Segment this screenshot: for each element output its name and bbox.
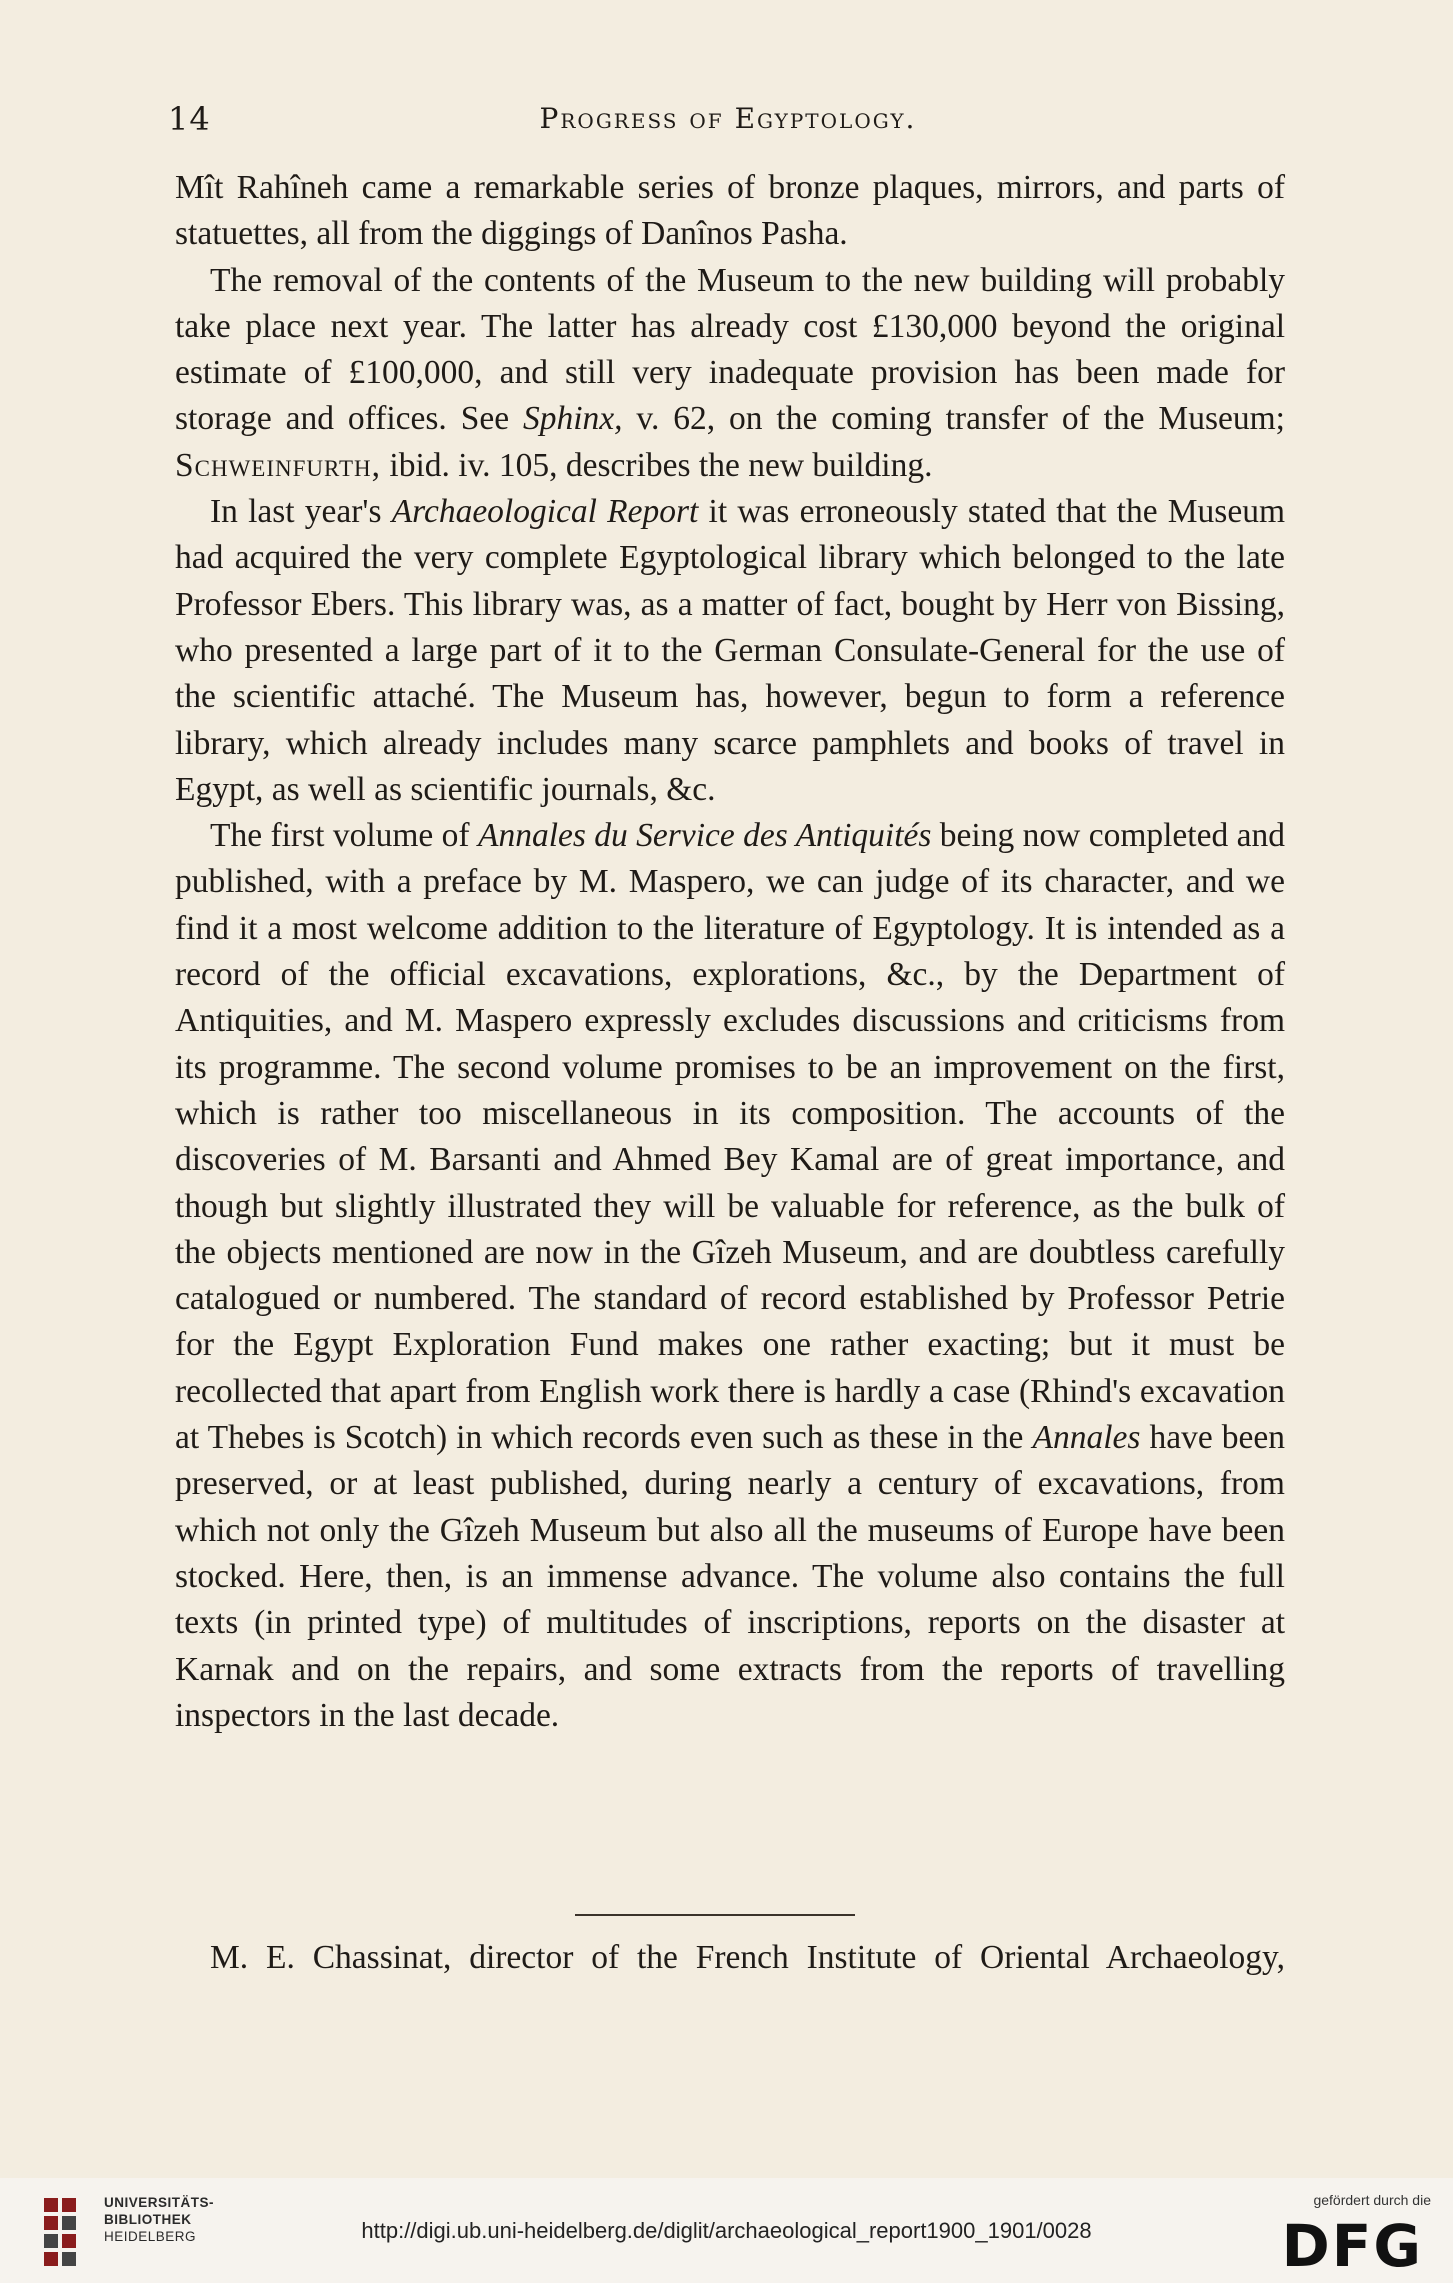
institution-line-1: UNIVERSITÄTS-: [104, 2195, 215, 2210]
page-header: [168, 100, 1288, 150]
annales-title: Annales: [1032, 1419, 1141, 1457]
permalink-url[interactable]: http://digi.ub.uni-heidelberg.de/diglit/archaeological_report1900_1901/0028: [361, 2218, 1092, 2243]
page-number: 14: [168, 100, 211, 138]
paragraph-1: Mît Rahîneh came a remarkable series of bronze plaques, mirrors, and parts of statuettes, all from the diggings of Danînos Pasha.: [175, 169, 1285, 253]
paragraph-3: [175, 489, 1285, 813]
paragraph-4-text-c: have been preserved, or at least published, during nearly a century of excavations, from which not only the Gîzeh Museum but also all the museums of Europe have been stocked. Here, then, is an immense advance. The volume also contains the full texts (in printed type) of multitudes of inscriptions, reports on the disaster at Karnak and on the repairs, and some extracts from the reports of travelling inspectors in the last decade.: [175, 1419, 1285, 1734]
paragraph-3-text-b: it was erroneously stated that the Museum had acquired the very complete Egyptological library which belonged to the late Professor Ebers. This library was, as a matter of fact, bought by Herr von Bissing, who presented a large part of it to the German Consulate-General for the use of the scientific attaché. The Museum has, however, begun to form a reference library, which already includes many scarce pamphlets and books of travel in Egypt, as well as scientific journals, &c.: [175, 493, 1286, 808]
schweinfurth-name: Schweinfurth,: [175, 446, 382, 484]
sponsor-text: gefördert durch die: [1313, 2192, 1431, 2208]
paragraph-4-text-b: being now completed and published, with a preface by M. Maspero, we can judge of its character, and we find it a most welcome addition to the literature of Egyptology. It is intended as a record of the official excavations, explorations, &c., by the Department of Antiquities, and M. Maspero expressly excludes discussions and criticisms from its programme. The second volume promises to be an improvement on the first, which is rather too miscellaneous in its composition. The accounts of the discoveries of M. Barsanti and Ahmed Bey Kamal are of great importance, and though but slightly illustrated they will be valuable for reference, as the bulk of the objects mentioned are now in the Gîzeh Museum, and are doubtless carefully catalogued or numbered. The standard of record established by Professor Petrie for the Egypt Exploration Fund makes one rather exacting; but it must be recollected that apart from English work there is hardly a case (Rhind's excavation at Thebes is Scotch) in which records even such as these in the: [175, 817, 1285, 1457]
paragraph-4: [175, 813, 1285, 1739]
sphinx-title: Sphinx,: [522, 400, 623, 438]
archaeological-report-title: Archaeological Report: [391, 493, 699, 531]
body-text: [175, 165, 1285, 1739]
institution-line-3: HEIDELBERG: [104, 2229, 197, 2244]
digitization-footer: [0, 2178, 1453, 2283]
paragraph-2-text-b: v. 62, on the coming transfer of the Museum;: [622, 400, 1285, 438]
running-title: Progress of Egyptology.: [539, 102, 917, 135]
paragraph-2-text-c: ibid. iv. 105, describes the new building.: [381, 446, 933, 484]
paragraph-3-text-a: In last year's: [210, 493, 392, 531]
paragraph-2-text-a: The removal of the contents of the Museum to the new building will probably take place next year. The latter has already cost £130,000 beyond the original estimate of £100,000, and still very inadequate provision has been made for storage and offices. See: [175, 261, 1285, 438]
section-divider: [575, 1914, 855, 1916]
paragraph-5: M. E. Chassinat, director of the French Institute of Oriental Archaeology,: [210, 1939, 1285, 1976]
institution-line-2: BIBLIOTHEK: [104, 2212, 192, 2227]
paragraph-4-text-a: The first volume of: [210, 817, 478, 855]
dfg-logo: DFG: [1281, 2212, 1423, 2280]
paragraph-2: [175, 258, 1285, 489]
annales-full-title: Annales du Service des Antiquités: [477, 817, 932, 855]
